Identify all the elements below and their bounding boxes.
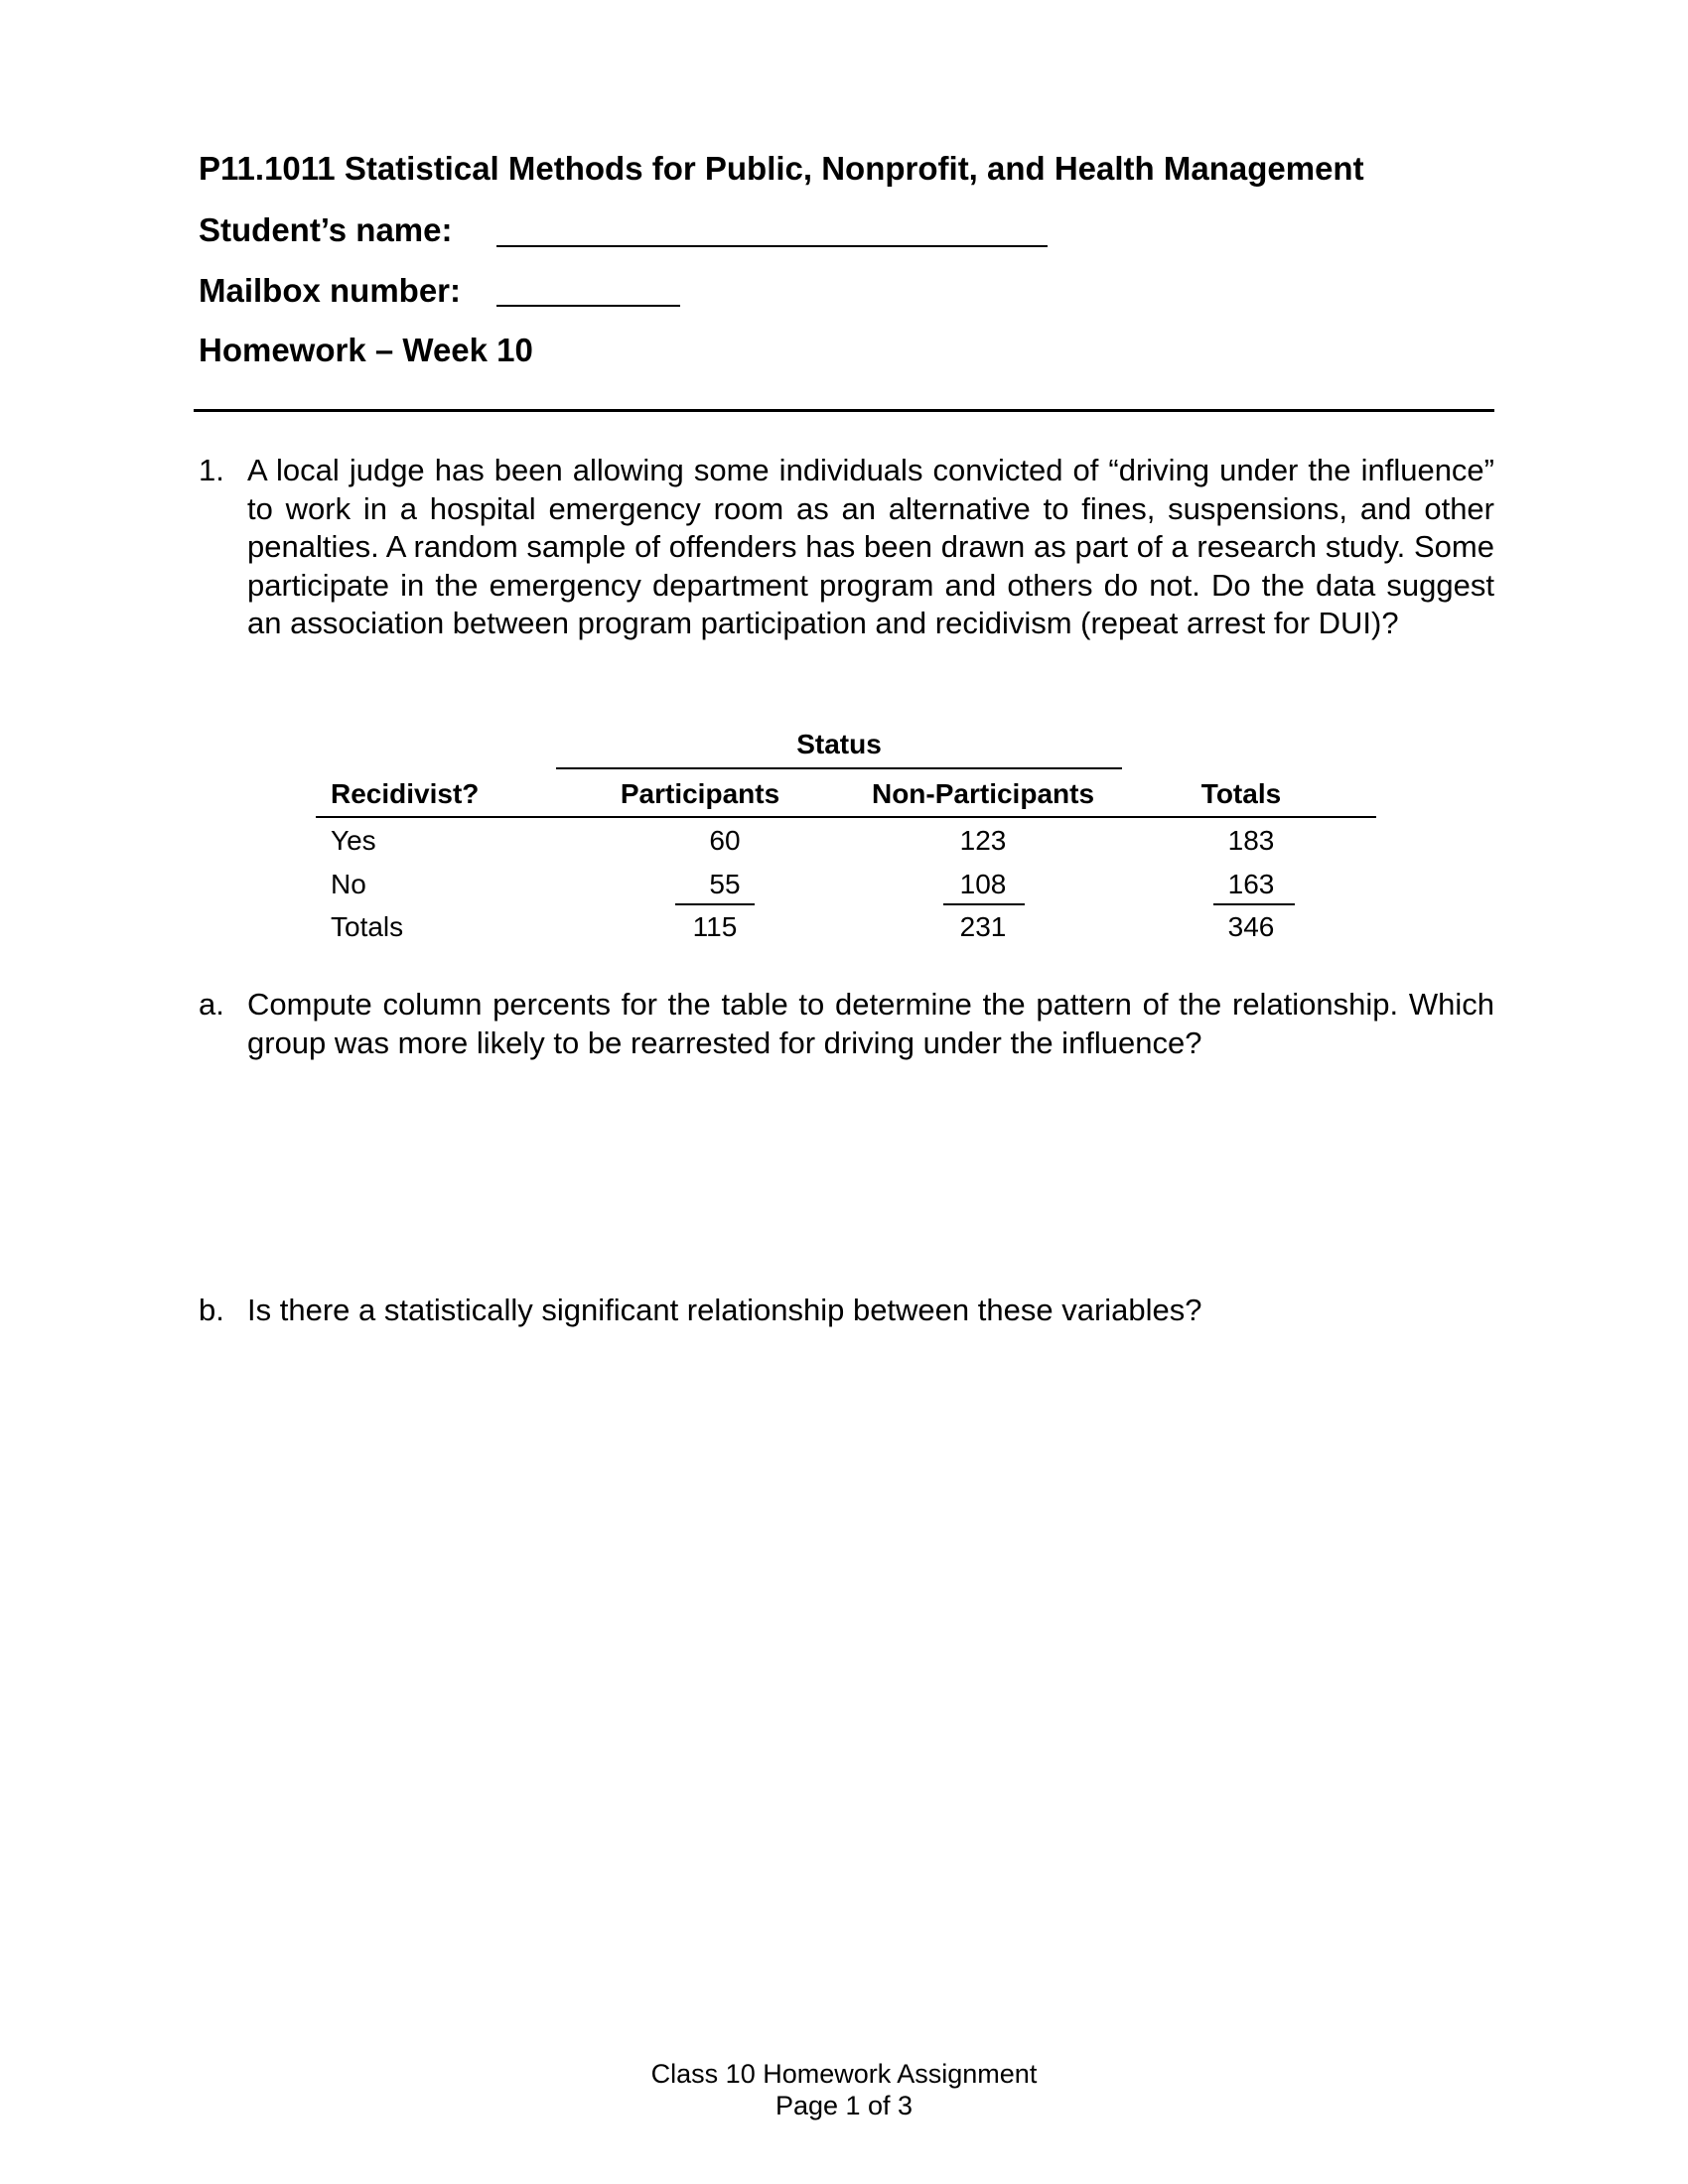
cell-totals-grand-total: 346 bbox=[1227, 911, 1275, 942]
sum-rule-non-participants bbox=[943, 903, 1025, 905]
sum-rule-participants bbox=[675, 903, 755, 905]
cell-yes-totals: 183 bbox=[1227, 825, 1275, 856]
question-text: A local judge has been allowing some individuals convicted of “driving under the influence” to work in a hospital emergency room as an alternative to fines, suspensions, and other penalties. A random sample of offenders has been drawn as part of a research study. Some participate in the emergency department program and others do not. Do the data suggest an association between program participation and recidivism (repeat arrest for DUI)? bbox=[247, 453, 1494, 640]
table-group-header: Status bbox=[796, 729, 882, 759]
part-b-label: b. bbox=[199, 1293, 224, 1327]
homework-title: Homework – Week 10 bbox=[199, 332, 533, 368]
cell-no-non-participants: 108 bbox=[959, 869, 1007, 899]
part-a-text: Compute column percents for the table to determine the pattern of the relationship. Which group was more likely to be rearrested for driving under the influence? bbox=[247, 987, 1494, 1060]
student-name-label: Student’s name: bbox=[199, 211, 453, 248]
row-label-no: No bbox=[331, 869, 366, 899]
cell-no-participants: 55 bbox=[709, 869, 741, 899]
row-label-totals: Totals bbox=[331, 911, 404, 942]
header-divider bbox=[194, 409, 1494, 412]
part-b-text: Is there a statistically significant relationship between these variables? bbox=[247, 1293, 1202, 1327]
column-header-rule bbox=[316, 816, 1376, 818]
footer-assignment: Class 10 Homework Assignment bbox=[650, 2059, 1038, 2089]
mailbox-blank[interactable] bbox=[496, 305, 680, 307]
col-header-participants: Participants bbox=[620, 778, 780, 809]
mailbox-label: Mailbox number: bbox=[199, 272, 462, 309]
cell-no-totals: 163 bbox=[1227, 869, 1275, 899]
course-title: P11.1011 Statistical Methods for Public, Nonprofit, and Health Management bbox=[199, 150, 1364, 187]
question-number: 1. bbox=[199, 453, 224, 487]
cell-yes-non-participants: 123 bbox=[959, 825, 1007, 856]
cell-yes-participants: 60 bbox=[709, 825, 741, 856]
footer-page-number: Page 1 of 3 bbox=[774, 2091, 914, 2120]
col-header-totals: Totals bbox=[1200, 778, 1282, 809]
cell-totals-non-participants: 231 bbox=[959, 911, 1007, 942]
col-header-non-participants: Non-Participants bbox=[871, 778, 1095, 809]
col-header-recidivist: Recidivist? bbox=[331, 778, 480, 809]
cell-totals-participants: 115 bbox=[692, 911, 738, 942]
sum-rule-totals bbox=[1213, 903, 1295, 905]
group-header-rule bbox=[556, 767, 1122, 769]
part-a-label: a. bbox=[199, 987, 224, 1022]
student-name-blank[interactable] bbox=[496, 245, 1048, 247]
row-label-yes: Yes bbox=[331, 825, 376, 856]
